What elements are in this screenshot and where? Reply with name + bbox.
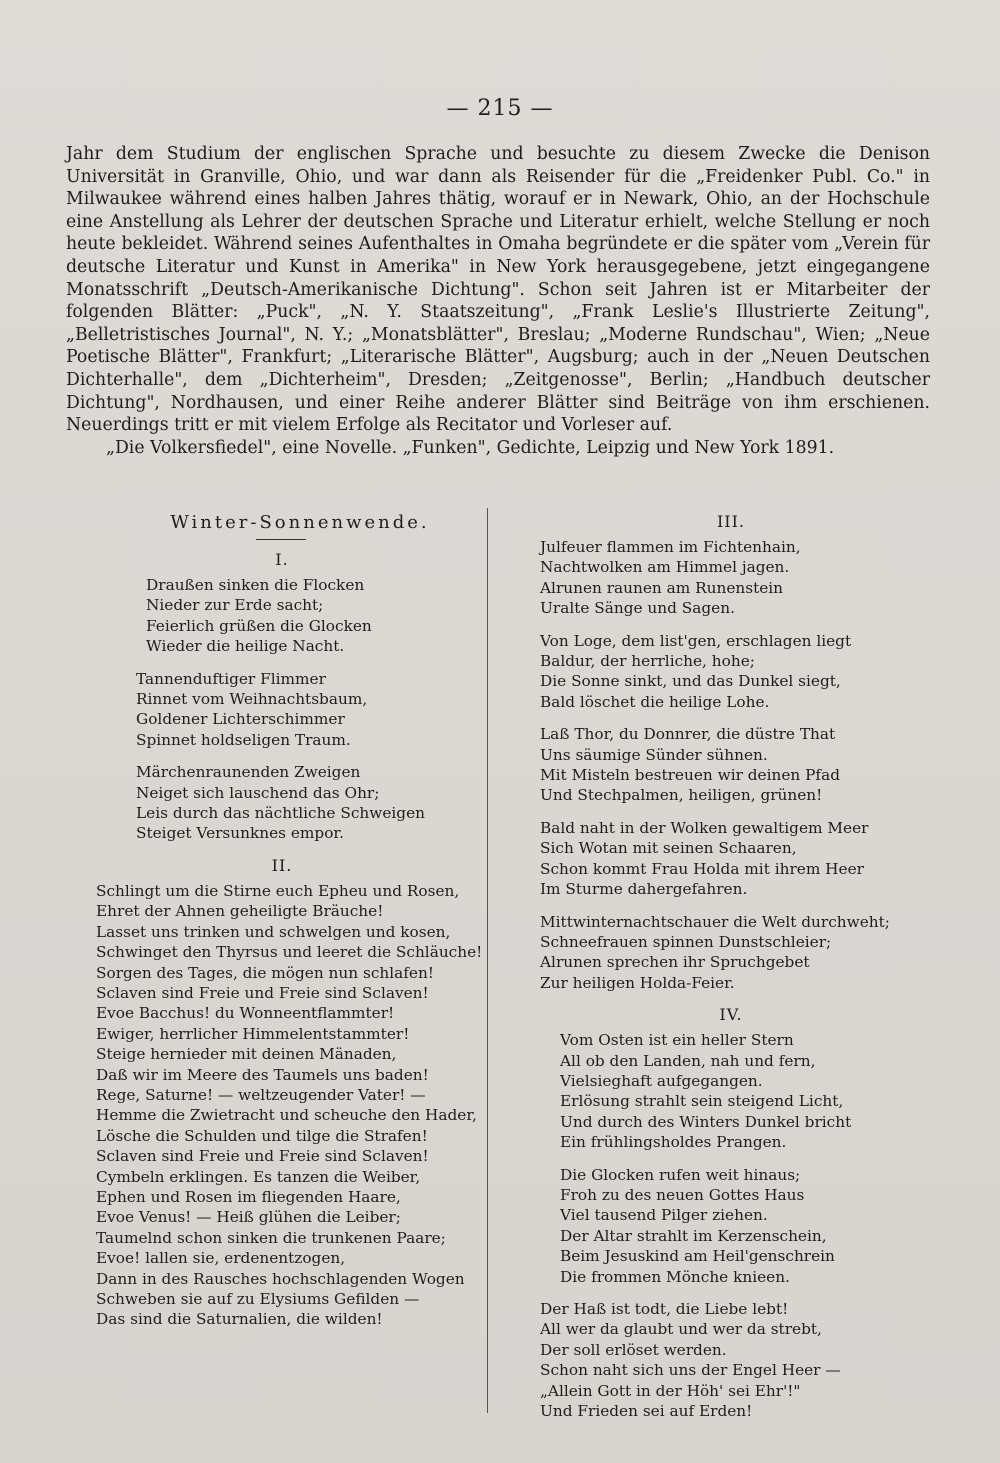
poem-line: Hemme die Zwietracht und scheuche den Hader, [96,1106,477,1125]
poem-line: Ephen und Rosen im fliegenden Haare, [96,1187,401,1206]
poem-line: Ehret der Ahnen geheiligte Bräuche! [96,902,384,921]
poem-left-column [96,512,483,1342]
poem-line: Wieder die heilige Nacht. [146,637,345,656]
poem-line: Schneefrauen spinnen Dunstschleier; [540,932,832,951]
poem-line: Daß wir im Meere des Taumels uns baden! [96,1065,429,1084]
poem-line: „Allein Gott in der Höh' sei Ehr'!" [540,1381,801,1400]
poem-line: Bald löschet die heilige Lohe. [540,692,770,711]
poem-line: Spinnet holdseligen Traum. [136,730,351,749]
poem-line: Schwinget den Thyrsus und leeret die Schläuche! [96,943,483,962]
poem-line: Märchenraunenden Zweigen [136,763,361,782]
poem-line: Der Altar strahlt im Kerzenschein, [560,1226,827,1245]
poem-line: Zur heiligen Holda-Feier. [540,973,735,992]
poem-line: Die Glocken rufen weit hinaus; [560,1165,801,1184]
poem-line: Von Loge, dem list'gen, erschlagen liegt [540,631,852,650]
stanza [96,669,468,751]
poem-line: Und Stechpalmen, heiligen, grünen! [540,786,823,805]
biography-text [66,143,930,459]
poem-line: Laß Thor, du Donnrer, die düstre That [540,725,836,744]
poem-line: Mittwinternachtschauer die Welt durchweht; [540,912,890,931]
poem-line: Sich Wotan mit seinen Schaaren, [540,839,797,858]
poem-line: Viel tausend Pilger ziehen. [560,1206,768,1225]
stanza [96,575,468,657]
poem-line: Alrunen sprechen ihr Spruchgebet [540,953,810,972]
poem-right-column [532,512,930,1433]
poem-line: Der Haß ist todt, die Liebe lebt! [540,1300,789,1318]
biography-paragraph: Jahr dem Studium der englischen Sprache und besuchte zu diesem Zwecke die Denison Universität in Granville, Ohio, und war dann als Reisender für die „Freidenker Publ. Co." in Milwaukee während eines halben Jahres thätig, worauf er in Newark, Ohio, an der Hochschule eine Anstellung als Lehrer der deutschen Sprache und Literatur erhielt, welche Stellung er noch heute bekleidet. Während seines Aufenthaltes in Omaha begründete er die später vom „Verein für deutsche Literatur und Kunst in Amerika" in New York herausgegebene, jetzt eingegangene Monatsschrift „Deutsch-Amerikanische Dichtung". Schon seit Jahren ist er Mitarbeiter der folgenden Blätter: „Puck", „N. Y. Staatszeitung", „Frank Leslie's Illustrierte Zeitung", „Belletristisches Journal", N. Y.; „Monatsblätter", Breslau; „Moderne Rundschau", Wien; „Neue Poetische Blätter", Frankfurt; „Literarische Blätter", Augsburg; auch in der „Neuen Deutschen Dichterhalle", dem „Dichterheim", Dresden; „Zeitgenosse", Berlin; „Handbuch deutscher Dichtung", Nordhausen, und einer Reihe anderer Blätter sind Beiträge von ihm erschienen. Neuerdings tritt er mit vielem Erfolge als Recitator und Vorleser auf. [66,144,930,436]
poem-line: Uns säumige Sünder sühnen. [540,745,768,764]
poem-line: Erlösung strahlt sein steigend Licht, [560,1092,844,1111]
poem-line: Schon naht sich uns der Engel Heer — [540,1361,841,1380]
stanza [532,1030,930,1152]
stanza [96,881,483,1330]
poem-line: Cymbeln erklingen. Es tanzen die Weiber, [96,1167,421,1186]
title-rule [256,539,306,540]
poem-line: Draußen sinken die Flocken [146,576,365,594]
poem-line: Die Sonne sinkt, und das Dunkel siegt, [540,672,841,691]
poem-line: Evoe Venus! — Heiß glühen die Leiber; [96,1208,401,1227]
poem-line: All ob den Landen, nah und fern, [560,1051,816,1070]
poem-line: Feierlich grüßen die Glocken [146,616,372,635]
poem-line: Alrunen raunen am Runenstein [540,578,784,597]
stanza [532,912,930,994]
stanza [532,818,930,900]
section-label-ii: II. [271,855,293,875]
poem-line: Bald naht in der Wolken gewaltigem Meer [540,818,869,837]
page-number: — 215 — [446,96,554,121]
poem-line: Lösche die Schulden und tilge die Strafen! [96,1126,428,1145]
poem-line: Evoe! lallen sie, erdenentzogen, [96,1249,346,1268]
poem-line: Sorgen des Tages, die mögen nun schlafen! [96,963,434,982]
poem-line: Taumelnd schon sinken die trunkenen Paare; [96,1228,446,1247]
stanza [532,631,930,713]
poem-line: Mit Misteln bestreuen wir deinen Pfad [540,766,840,785]
poem-line: Vielsieghaft aufgegangen. [560,1071,763,1090]
poem-line: Beim Jesuskind am Heil'genschrein [560,1247,835,1266]
section-label-iv: IV. [719,1005,743,1025]
poem-line: Ewiger, herrlicher Himmelentstammter! [96,1024,410,1043]
section-label-i: I. [275,550,289,569]
poem-line: Tannenduftiger Flimmer [136,669,326,688]
works-paragraph: „Die Volkersfiedel", eine Novelle. „Funken", Gedichte, Leipzig und New York 1891. [106,437,835,458]
poem-line: Schon kommt Frau Holda mit ihrem Heer [540,859,864,878]
poem-line: Julfeuer flammen im Fichtenhain, [540,538,801,556]
poem-line: Rege, Saturne! — weltzeugender Vater! — [96,1085,426,1104]
stanza [532,537,930,619]
poem-line: Rinnet vom Weihnachtsbaum, [136,690,368,709]
poem-line: Und Frieden sei auf Erden! [540,1402,753,1421]
poem-line: Sclaven sind Freie und Freie sind Sclaven! [96,1147,429,1166]
poem-line: Vom Osten ist ein heller Stern [560,1031,794,1050]
column-divider [487,508,488,1413]
stanza [532,724,930,806]
poem-line: Froh zu des neuen Gottes Haus [560,1185,805,1204]
poem-line: Goldener Lichterschimmer [136,710,345,729]
poem-line: Schlingt um die Stirne euch Epheu und Rosen, [96,881,460,900]
poem-line: Baldur, der herrliche, hohe; [540,652,755,671]
poem-line: Nieder zur Erde sacht; [146,596,324,615]
poem-line: Uralte Sänge und Sagen. [540,599,735,618]
poem-line: Nachtwolken am Himmel jagen. [540,558,790,577]
poem-line: Der soll erlöset werden. [540,1340,727,1359]
stanza [96,762,468,844]
poem-line: Steiget Versunknes empor. [136,824,344,843]
poem-line: Und durch des Winters Dunkel bricht [560,1112,852,1131]
poem-line: All wer da glaubt und wer da strebt, [540,1320,822,1339]
poem-line: Ein frühlingsholdes Prangen. [560,1133,787,1152]
poem-line: Evoe Bacchus! du Wonneentflammter! [96,1004,395,1023]
poem-line: Steige hernieder mit deinen Mänaden, [96,1045,397,1064]
poem-line: Im Sturme dahergefahren. [540,880,748,899]
poem-line: Dann in des Rausches hochschlagenden Wogen [96,1269,465,1288]
poem-title: Winter-Sonnenwende. [170,512,430,533]
stanza [532,1165,930,1287]
poem-line: Leis durch das nächtliche Schweigen [136,804,425,823]
poem-line: Das sind die Saturnalien, die wilden! [96,1310,383,1329]
poem-line: Lasset uns trinken und schwelgen und kosen, [96,922,451,941]
poem-line: Schweben sie auf zu Elysiums Gefilden — [96,1290,420,1308]
poem-line: Sclaven sind Freie und Freie sind Sclaven! [96,983,429,1002]
poem-line: Neiget sich lauschend das Ohr; [136,783,380,802]
section-label-iii: III. [716,512,746,531]
stanza [532,1299,930,1421]
poem-line: Die frommen Mönche knieen. [560,1267,790,1286]
